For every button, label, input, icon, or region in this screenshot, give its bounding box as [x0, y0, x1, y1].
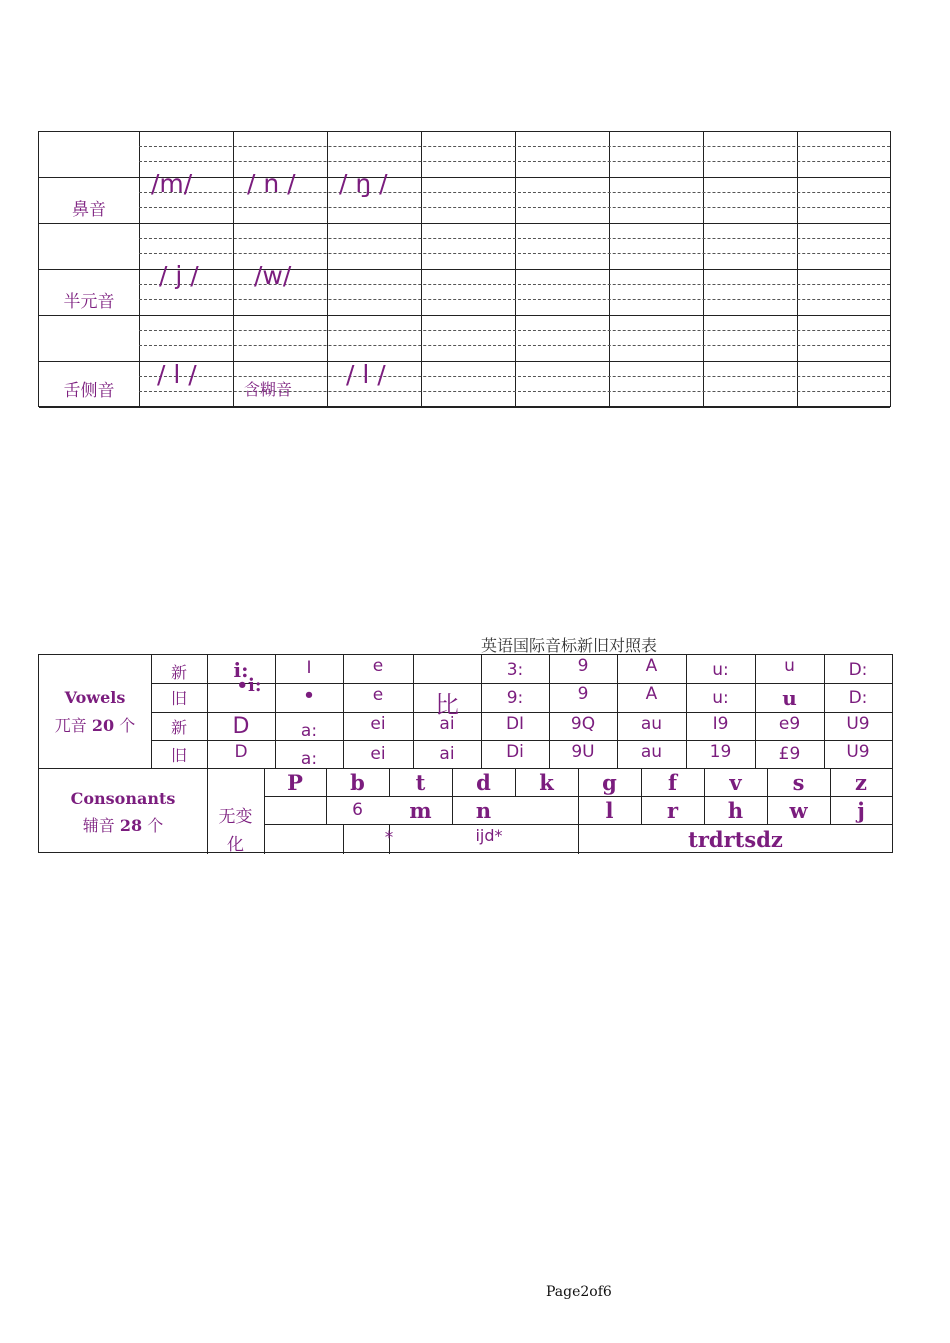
ipa-symbol: /w/	[254, 261, 292, 290]
vowel-cell: a:	[300, 721, 318, 741]
ipa-symbol: / j /	[159, 261, 199, 290]
ipa-symbol: / n /	[247, 169, 296, 198]
vowel-cell: I	[306, 658, 312, 678]
consonant-cell: h	[727, 798, 744, 823]
vowel-cell: •	[303, 685, 315, 706]
dark-l-label: 含糊音	[244, 380, 293, 399]
vowel-cell: 9	[577, 684, 589, 704]
table-row	[39, 316, 890, 362]
consonant-cell: ijd*	[475, 826, 503, 845]
vowel-cell: u:	[712, 660, 729, 680]
vowel-cell: 比	[435, 691, 459, 719]
vowel-cell: ai	[439, 714, 455, 734]
vowel-cell: £9	[778, 744, 801, 764]
vowel-cell: i:	[233, 658, 249, 682]
consonant-cell: b	[350, 770, 365, 795]
consonant-cell: f	[667, 770, 678, 795]
vowel-cell: 3:	[506, 660, 524, 680]
consonant-cell: z	[855, 770, 867, 795]
consonant-cell: v	[729, 770, 742, 795]
page-number: Page2of6	[546, 1284, 612, 1300]
consonant-cell: k	[539, 770, 554, 795]
vowel-cell: Di	[506, 742, 524, 762]
consonant-cell: d	[476, 770, 491, 795]
vowel-cell: U9	[846, 714, 870, 734]
ipa-symbol: / l /	[157, 360, 197, 389]
vowel-cell: D:	[848, 688, 868, 708]
vowel-cell: 9Q	[570, 714, 596, 734]
row-tag-old: 旧	[170, 746, 187, 765]
vowel-cell: U9	[846, 742, 870, 762]
vowel-cell: D:	[848, 660, 868, 680]
vowel-cell: DI	[505, 714, 525, 734]
vowel-cell: ei	[370, 744, 386, 764]
vowel-cell: D	[234, 742, 248, 762]
ipa-symbol: /m/	[151, 169, 193, 198]
row-tag-old: 旧	[170, 689, 187, 708]
consonant-cell: s	[792, 770, 805, 795]
vowel-cell: 9	[577, 656, 589, 676]
consonant-cell: w	[789, 798, 808, 823]
vowel-cell: •i:	[236, 675, 262, 696]
consonant-cell: m	[409, 798, 432, 823]
vowel-cell: I9	[712, 714, 729, 734]
chart-title: 英语国际音标新旧对照表	[481, 636, 658, 655]
unchanged-label: 无变	[218, 807, 253, 827]
vowel-cell: e	[372, 685, 384, 705]
row-tag-new: 新	[170, 663, 187, 682]
vowel-cell: ei	[370, 714, 386, 734]
vowel-cell: D	[232, 714, 250, 739]
phonetics-practice-table	[38, 131, 891, 407]
consonant-cell: trdrtsdz	[688, 827, 783, 852]
vowel-cell: au	[640, 714, 663, 734]
vowel-cell: 9:	[506, 688, 524, 708]
vowel-cell: A	[645, 656, 658, 676]
vowels-subheading: 兀音 20 个	[54, 716, 136, 735]
semivowel-label: 半元音	[63, 292, 115, 312]
consonant-cell: l	[605, 798, 614, 823]
consonant-cell: r	[666, 798, 679, 823]
vowel-cell: a:	[300, 749, 318, 769]
vowel-cell: u	[782, 686, 797, 710]
unchanged-label: 化	[227, 835, 244, 855]
ipa-comparison-table	[38, 654, 893, 853]
vowel-cell: 9U	[571, 742, 595, 762]
consonants-heading: Consonants	[70, 789, 176, 808]
vowel-cell: au	[640, 742, 663, 762]
vowel-cell: e9	[778, 714, 801, 734]
consonant-cell: n	[475, 798, 492, 823]
vowel-cell: u:	[712, 688, 729, 708]
consonant-cell: t	[415, 770, 426, 795]
vowel-cell: u	[784, 656, 795, 676]
ipa-symbol: / l /	[346, 360, 386, 389]
consonant-cell: 6	[352, 800, 363, 820]
vowels-heading: Vowels	[64, 688, 126, 707]
vowel-cell: ai	[439, 744, 455, 764]
consonant-cell: g	[602, 770, 617, 795]
ipa-symbol: / ŋ /	[339, 169, 388, 198]
vowel-cell: A	[645, 684, 658, 704]
vowel-cell: 19	[709, 742, 732, 762]
lateral-label: 舌侧音	[63, 381, 115, 401]
nasal-label: 鼻音	[72, 200, 106, 220]
consonant-cell: P	[287, 770, 303, 795]
row-tag-new: 新	[170, 718, 187, 737]
consonant-cell: *	[384, 828, 394, 848]
consonant-cell: j	[857, 798, 865, 823]
vowel-cell: e	[372, 656, 384, 676]
consonants-subheading: 辅音 28 个	[82, 816, 164, 835]
